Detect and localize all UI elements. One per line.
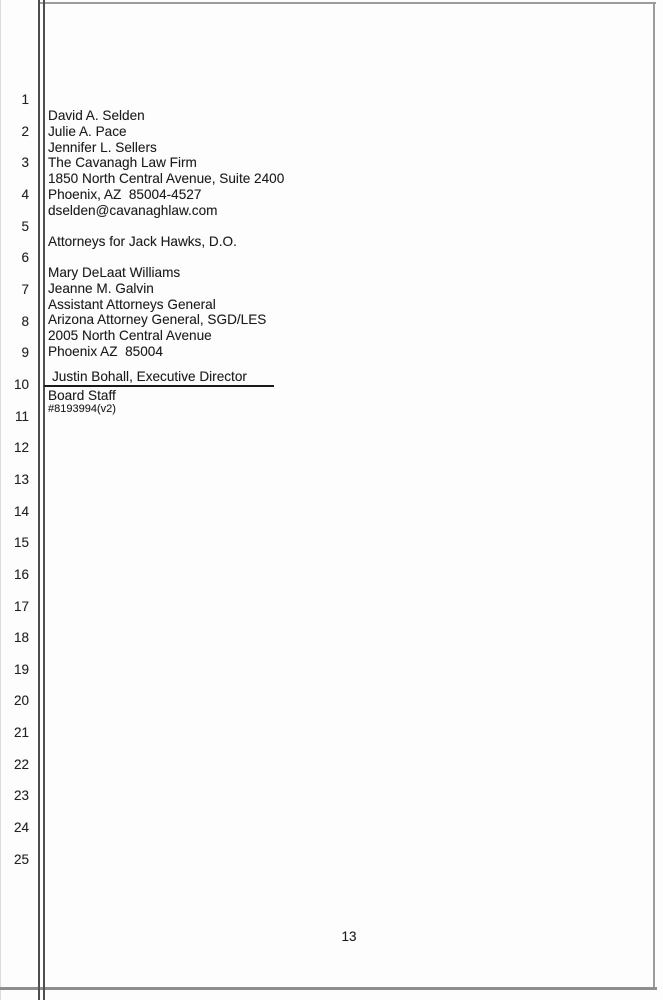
line-number: 5 [21, 218, 29, 234]
line-number: 8 [21, 313, 29, 329]
line-number: 20 [13, 693, 29, 709]
line-number: 16 [13, 566, 29, 582]
counsel-email: dselden@cavanaghlaw.com [48, 202, 218, 218]
line-number: 14 [13, 503, 29, 519]
ag-city-state-zip: Phoenix AZ 85004 [48, 344, 163, 360]
line-number: 25 [13, 851, 29, 867]
line-number: 4 [21, 186, 29, 202]
signature-underline [44, 385, 274, 387]
counsel-city-state-zip: Phoenix, AZ 85004-4527 [48, 187, 202, 203]
ag-attorney-name-1: Mary DeLaat Williams [48, 265, 181, 280]
line-number: 2 [21, 123, 29, 139]
signature-name-title: Justin Bohall, Executive Director [52, 369, 247, 384]
line-number: 15 [13, 535, 29, 551]
line-number: 3 [21, 155, 29, 171]
line-number-column [0, 93, 29, 867]
counsel-street-address: 1850 North Central Avenue, Suite 2400 [48, 171, 285, 187]
page-border-top [39, 2, 656, 4]
line-number: 17 [13, 598, 29, 614]
line-number: 23 [13, 788, 29, 804]
line-number: 6 [21, 250, 29, 266]
board-staff-label: Board Staff [48, 388, 116, 403]
line-number: 10 [13, 376, 29, 392]
page-border-bottom [0, 987, 657, 990]
line-number: 1 [21, 92, 29, 107]
representation-line: Attorneys for Jack Hawks, D.O. [48, 234, 237, 249]
pleading-double-rule-inner [43, 0, 45, 1000]
counsel-attorney-name-1: David A. Selden [48, 108, 145, 123]
page-border-right [653, 2, 655, 989]
ag-office-line: Arizona Attorney General, SGD/LES [48, 312, 267, 328]
page-number: 13 [341, 929, 357, 944]
counsel-firm-name: The Cavanagh Law Firm [48, 155, 197, 171]
ag-street-address: 2005 North Central Avenue [48, 328, 212, 344]
counsel-attorney-name-2: Julie A. Pace [48, 123, 127, 139]
ag-title-line: Assistant Attorneys General [48, 296, 216, 312]
attorney-general-block [48, 265, 266, 360]
line-number: 13 [13, 471, 29, 487]
line-number: 22 [13, 756, 29, 772]
pleading-double-rule-outer [38, 0, 40, 1000]
line-number: 12 [13, 440, 29, 456]
line-number: 9 [21, 345, 29, 361]
document-id-number: #8193994(v2) [48, 403, 116, 415]
line-number: 18 [13, 630, 29, 646]
line-number: 21 [13, 725, 29, 741]
counsel-attorney-name-3: Jennifer L. Sellers [48, 139, 157, 155]
line-number: 19 [13, 661, 29, 677]
ag-attorney-name-2: Jeanne M. Galvin [48, 280, 154, 296]
line-number: 11 [14, 408, 29, 424]
line-number: 7 [21, 281, 29, 297]
line-number: 24 [13, 820, 29, 836]
counsel-address-block [48, 108, 284, 219]
